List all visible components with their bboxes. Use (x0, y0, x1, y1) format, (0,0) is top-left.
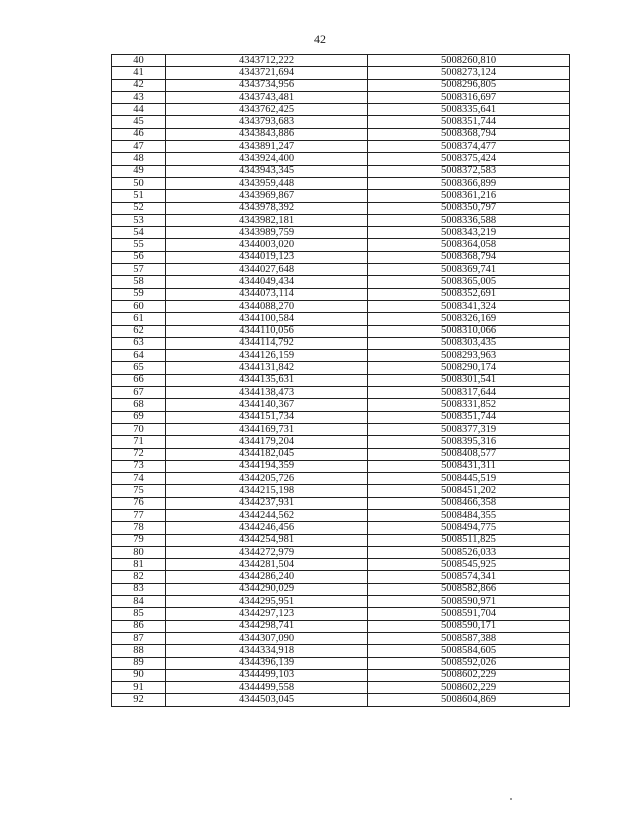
point-number-cell: 48 (112, 153, 166, 165)
point-number-cell: 67 (112, 387, 166, 399)
y-coordinate-cell: 5008336,588 (368, 214, 570, 226)
y-coordinate-cell: 5008366,899 (368, 177, 570, 189)
point-number-cell: 68 (112, 399, 166, 411)
y-coordinate-cell: 5008408,577 (368, 448, 570, 460)
y-coordinate-cell: 5008273,124 (368, 67, 570, 79)
y-coordinate-cell: 5008368,794 (368, 251, 570, 263)
x-coordinate-cell: 4343843,886 (166, 128, 368, 140)
point-number-cell: 61 (112, 313, 166, 325)
table-row (112, 645, 570, 657)
point-number-cell: 89 (112, 657, 166, 669)
table-row (112, 559, 570, 571)
x-coordinate-cell: 4344499,103 (166, 669, 368, 681)
point-number-cell: 64 (112, 350, 166, 362)
point-number-cell: 75 (112, 485, 166, 497)
point-number-cell: 72 (112, 448, 166, 460)
y-coordinate-cell: 5008296,805 (368, 79, 570, 91)
table-row (112, 534, 570, 546)
table-row (112, 239, 570, 251)
x-coordinate-cell: 4343712,222 (166, 55, 368, 67)
x-coordinate-cell: 4343924,400 (166, 153, 368, 165)
y-coordinate-cell: 5008316,697 (368, 91, 570, 103)
point-number-cell: 84 (112, 596, 166, 608)
y-coordinate-cell: 5008375,424 (368, 153, 570, 165)
table-row (112, 387, 570, 399)
table-row (112, 608, 570, 620)
y-coordinate-cell: 5008260,810 (368, 55, 570, 67)
y-coordinate-cell: 5008451,202 (368, 485, 570, 497)
table-row (112, 362, 570, 374)
point-number-cell: 87 (112, 632, 166, 644)
point-number-cell: 51 (112, 190, 166, 202)
table-row (112, 374, 570, 386)
y-coordinate-cell: 5008361,216 (368, 190, 570, 202)
x-coordinate-cell: 4343762,425 (166, 104, 368, 116)
table-row (112, 682, 570, 694)
point-number-cell: 44 (112, 104, 166, 116)
x-coordinate-cell: 4344100,584 (166, 313, 368, 325)
table-row (112, 313, 570, 325)
x-coordinate-cell: 4344295,951 (166, 596, 368, 608)
table-row (112, 79, 570, 91)
point-number-cell: 40 (112, 55, 166, 67)
point-number-cell: 69 (112, 411, 166, 423)
y-coordinate-cell: 5008290,174 (368, 362, 570, 374)
table-row (112, 91, 570, 103)
point-number-cell: 45 (112, 116, 166, 128)
y-coordinate-cell: 5008335,641 (368, 104, 570, 116)
table-row (112, 264, 570, 276)
point-number-cell: 78 (112, 522, 166, 534)
page-number: 42 (314, 32, 326, 46)
point-number-cell: 74 (112, 473, 166, 485)
x-coordinate-cell: 4344237,931 (166, 497, 368, 509)
x-coordinate-cell: 4344298,741 (166, 620, 368, 632)
point-number-cell: 71 (112, 436, 166, 448)
point-number-cell: 86 (112, 620, 166, 632)
x-coordinate-cell: 4344205,726 (166, 473, 368, 485)
point-number-cell: 88 (112, 645, 166, 657)
x-coordinate-cell: 4344049,434 (166, 276, 368, 288)
point-number-cell: 77 (112, 509, 166, 521)
y-coordinate-cell: 5008484,355 (368, 509, 570, 521)
point-number-cell: 63 (112, 337, 166, 349)
x-coordinate-cell: 4344088,270 (166, 300, 368, 312)
y-coordinate-cell: 5008584,605 (368, 645, 570, 657)
x-coordinate-cell: 4344503,045 (166, 694, 368, 706)
table-row (112, 116, 570, 128)
table-row (112, 694, 570, 706)
point-number-cell: 56 (112, 251, 166, 263)
y-coordinate-cell: 5008331,852 (368, 399, 570, 411)
table-row (112, 399, 570, 411)
x-coordinate-cell: 4344297,123 (166, 608, 368, 620)
table-row (112, 596, 570, 608)
point-number-cell: 91 (112, 682, 166, 694)
point-number-cell: 47 (112, 141, 166, 153)
table-row (112, 436, 570, 448)
table-row (112, 141, 570, 153)
table-row (112, 632, 570, 644)
table-row (112, 177, 570, 189)
x-coordinate-cell: 4344272,979 (166, 546, 368, 558)
y-coordinate-cell: 5008466,358 (368, 497, 570, 509)
table-row (112, 202, 570, 214)
table-row (112, 165, 570, 177)
y-coordinate-cell: 5008369,741 (368, 264, 570, 276)
x-coordinate-cell: 4343721,694 (166, 67, 368, 79)
y-coordinate-cell: 5008365,005 (368, 276, 570, 288)
table-row (112, 620, 570, 632)
point-number-cell: 58 (112, 276, 166, 288)
y-coordinate-cell: 5008526,033 (368, 546, 570, 558)
x-coordinate-cell: 4344140,367 (166, 399, 368, 411)
table-row (112, 583, 570, 595)
y-coordinate-cell: 5008351,744 (368, 411, 570, 423)
table-row (112, 55, 570, 67)
point-number-cell: 85 (112, 608, 166, 620)
table-row (112, 276, 570, 288)
x-coordinate-cell: 4343734,956 (166, 79, 368, 91)
table-row (112, 411, 570, 423)
x-coordinate-cell: 4344307,090 (166, 632, 368, 644)
point-number-cell: 62 (112, 325, 166, 337)
table-row (112, 546, 570, 558)
y-coordinate-cell: 5008590,171 (368, 620, 570, 632)
y-coordinate-cell: 5008591,704 (368, 608, 570, 620)
x-coordinate-cell: 4344151,734 (166, 411, 368, 423)
y-coordinate-cell: 5008303,435 (368, 337, 570, 349)
point-number-cell: 82 (112, 571, 166, 583)
x-coordinate-cell: 4343982,181 (166, 214, 368, 226)
point-number-cell: 54 (112, 227, 166, 239)
point-number-cell: 43 (112, 91, 166, 103)
x-coordinate-cell: 4343959,448 (166, 177, 368, 189)
point-number-cell: 73 (112, 460, 166, 472)
table-row (112, 448, 570, 460)
table-row (112, 251, 570, 263)
table-row (112, 128, 570, 140)
y-coordinate-cell: 5008352,691 (368, 288, 570, 300)
table-row (112, 571, 570, 583)
y-coordinate-cell: 5008604,869 (368, 694, 570, 706)
y-coordinate-cell: 5008445,519 (368, 473, 570, 485)
y-coordinate-cell: 5008602,229 (368, 669, 570, 681)
x-coordinate-cell: 4344194,359 (166, 460, 368, 472)
table-row (112, 325, 570, 337)
table-row (112, 669, 570, 681)
point-number-cell: 50 (112, 177, 166, 189)
x-coordinate-cell: 4344169,731 (166, 423, 368, 435)
table-row (112, 214, 570, 226)
x-coordinate-cell: 4343743,481 (166, 91, 368, 103)
point-number-cell: 65 (112, 362, 166, 374)
point-number-cell: 92 (112, 694, 166, 706)
table-row (112, 153, 570, 165)
y-coordinate-cell: 5008587,388 (368, 632, 570, 644)
y-coordinate-cell: 5008545,925 (368, 559, 570, 571)
y-coordinate-cell: 5008372,583 (368, 165, 570, 177)
table-row (112, 67, 570, 79)
y-coordinate-cell: 5008377,319 (368, 423, 570, 435)
x-coordinate-cell: 4344290,029 (166, 583, 368, 595)
x-coordinate-cell: 4344126,159 (166, 350, 368, 362)
x-coordinate-cell: 4343793,683 (166, 116, 368, 128)
y-coordinate-cell: 5008574,341 (368, 571, 570, 583)
scan-artifact-dot (510, 798, 512, 800)
table-row (112, 657, 570, 669)
x-coordinate-cell: 4344179,204 (166, 436, 368, 448)
table-row (112, 497, 570, 509)
y-coordinate-cell: 5008293,963 (368, 350, 570, 362)
point-number-cell: 46 (112, 128, 166, 140)
y-coordinate-cell: 5008511,825 (368, 534, 570, 546)
table-row (112, 300, 570, 312)
y-coordinate-cell: 5008326,169 (368, 313, 570, 325)
x-coordinate-cell: 4343969,867 (166, 190, 368, 202)
y-coordinate-cell: 5008317,644 (368, 387, 570, 399)
x-coordinate-cell: 4344499,558 (166, 682, 368, 694)
x-coordinate-cell: 4344281,504 (166, 559, 368, 571)
table-row (112, 423, 570, 435)
point-number-cell: 57 (112, 264, 166, 276)
point-number-cell: 49 (112, 165, 166, 177)
x-coordinate-cell: 4344334,918 (166, 645, 368, 657)
point-number-cell: 42 (112, 79, 166, 91)
x-coordinate-cell: 4343989,759 (166, 227, 368, 239)
point-number-cell: 76 (112, 497, 166, 509)
point-number-cell: 79 (112, 534, 166, 546)
point-number-cell: 80 (112, 546, 166, 558)
point-number-cell: 66 (112, 374, 166, 386)
point-number-cell: 90 (112, 669, 166, 681)
x-coordinate-cell: 4343978,392 (166, 202, 368, 214)
x-coordinate-cell: 4344246,456 (166, 522, 368, 534)
table-row (112, 190, 570, 202)
x-coordinate-cell: 4344131,842 (166, 362, 368, 374)
table-row (112, 337, 570, 349)
table-row (112, 522, 570, 534)
y-coordinate-cell: 5008590,971 (368, 596, 570, 608)
y-coordinate-cell: 5008592,026 (368, 657, 570, 669)
point-number-cell: 81 (112, 559, 166, 571)
x-coordinate-cell: 4344073,114 (166, 288, 368, 300)
x-coordinate-cell: 4344396,139 (166, 657, 368, 669)
point-number-cell: 52 (112, 202, 166, 214)
coordinates-table-body (112, 55, 570, 707)
table-row (112, 104, 570, 116)
point-number-cell: 83 (112, 583, 166, 595)
x-coordinate-cell: 4344254,981 (166, 534, 368, 546)
table-row (112, 509, 570, 521)
x-coordinate-cell: 4344215,198 (166, 485, 368, 497)
point-number-cell: 59 (112, 288, 166, 300)
y-coordinate-cell: 5008364,058 (368, 239, 570, 251)
y-coordinate-cell: 5008350,797 (368, 202, 570, 214)
table-row (112, 460, 570, 472)
y-coordinate-cell: 5008395,316 (368, 436, 570, 448)
point-number-cell: 60 (112, 300, 166, 312)
y-coordinate-cell: 5008374,477 (368, 141, 570, 153)
y-coordinate-cell: 5008343,219 (368, 227, 570, 239)
point-number-cell: 70 (112, 423, 166, 435)
x-coordinate-cell: 4344244,562 (166, 509, 368, 521)
y-coordinate-cell: 5008310,066 (368, 325, 570, 337)
table-row (112, 350, 570, 362)
y-coordinate-cell: 5008494,775 (368, 522, 570, 534)
x-coordinate-cell: 4344138,473 (166, 387, 368, 399)
x-coordinate-cell: 4344027,648 (166, 264, 368, 276)
x-coordinate-cell: 4344019,123 (166, 251, 368, 263)
point-number-cell: 41 (112, 67, 166, 79)
point-number-cell: 55 (112, 239, 166, 251)
table-row (112, 473, 570, 485)
coordinates-table (111, 54, 570, 707)
y-coordinate-cell: 5008351,744 (368, 116, 570, 128)
point-number-cell: 53 (112, 214, 166, 226)
x-coordinate-cell: 4344114,792 (166, 337, 368, 349)
x-coordinate-cell: 4344135,631 (166, 374, 368, 386)
y-coordinate-cell: 5008582,866 (368, 583, 570, 595)
x-coordinate-cell: 4344003,020 (166, 239, 368, 251)
table-row (112, 227, 570, 239)
x-coordinate-cell: 4344110,056 (166, 325, 368, 337)
x-coordinate-cell: 4343943,345 (166, 165, 368, 177)
table-row (112, 288, 570, 300)
y-coordinate-cell: 5008431,311 (368, 460, 570, 472)
y-coordinate-cell: 5008368,794 (368, 128, 570, 140)
y-coordinate-cell: 5008341,324 (368, 300, 570, 312)
y-coordinate-cell: 5008301,541 (368, 374, 570, 386)
table-row (112, 485, 570, 497)
x-coordinate-cell: 4344182,045 (166, 448, 368, 460)
x-coordinate-cell: 4343891,247 (166, 141, 368, 153)
y-coordinate-cell: 5008602,229 (368, 682, 570, 694)
x-coordinate-cell: 4344286,240 (166, 571, 368, 583)
